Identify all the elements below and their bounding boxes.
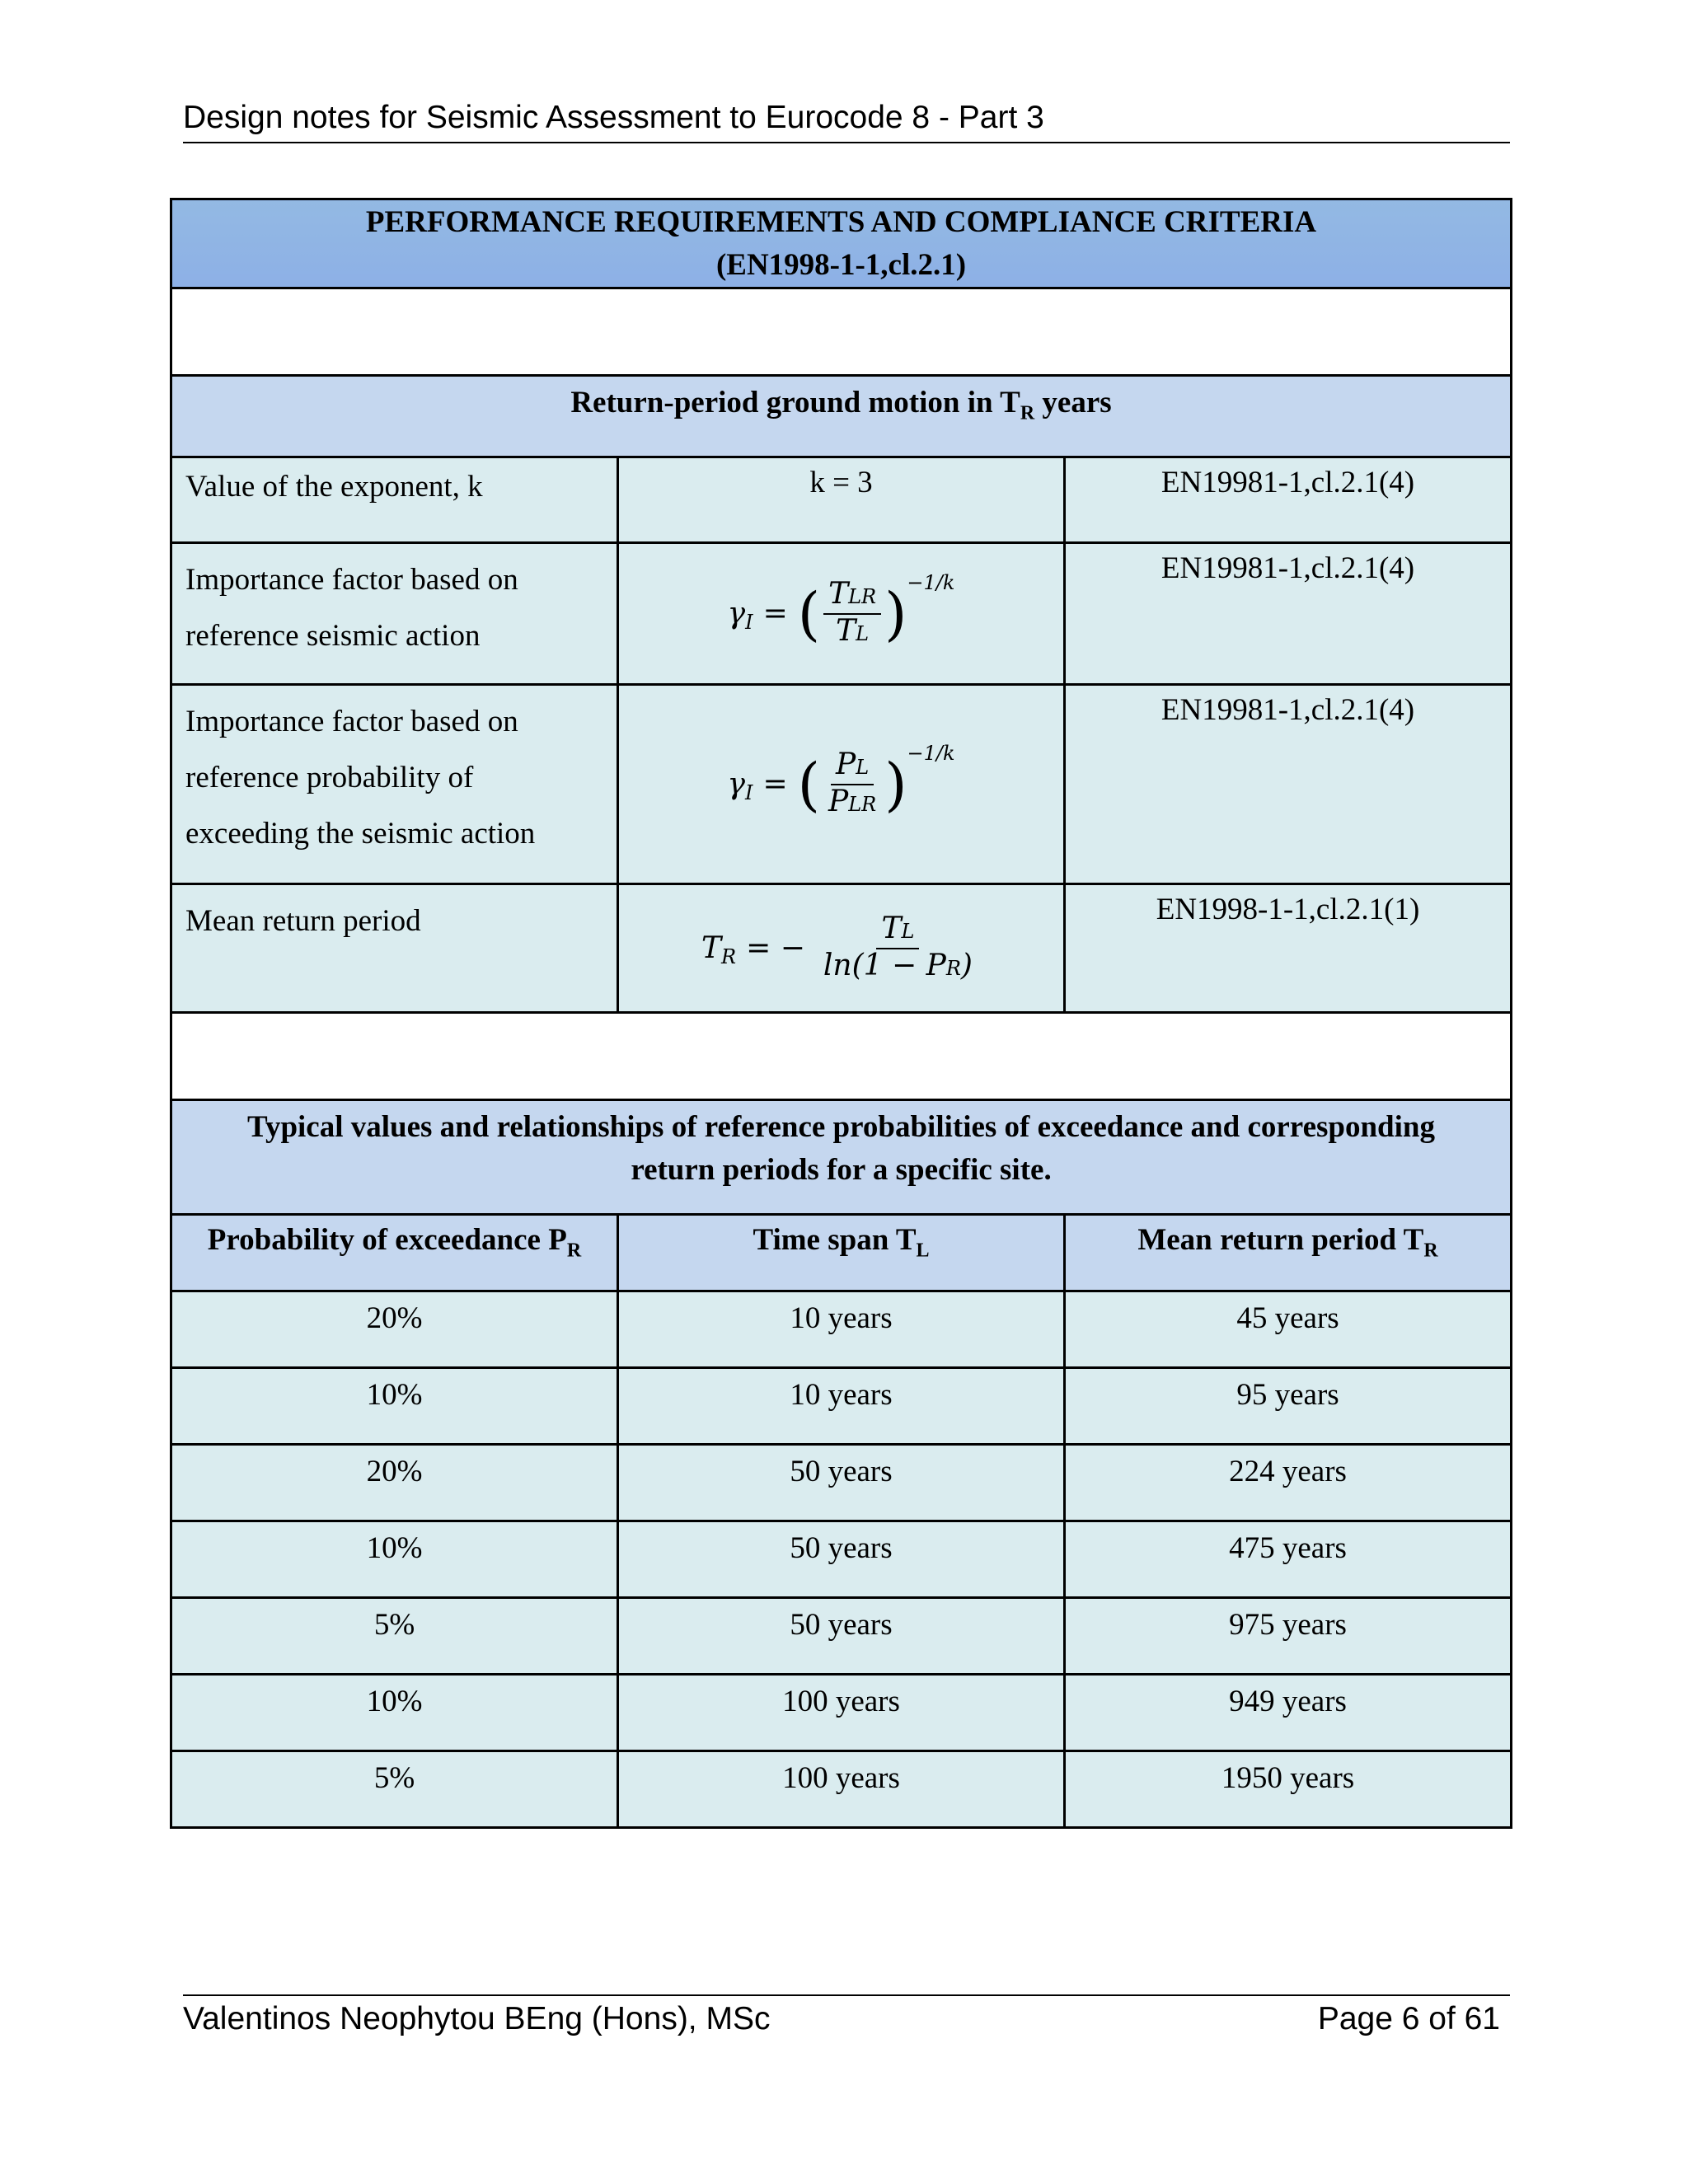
cell-time-span: 100 years [618, 1751, 1065, 1828]
column-header-sub: R [1423, 1240, 1438, 1262]
section1-heading-suffix: years [1034, 386, 1112, 419]
table-title-line2: (EN1998-1-1,cl.2.1) [715, 247, 967, 282]
left-paren: ( [797, 579, 821, 648]
cell-probability: 10% [171, 1675, 618, 1751]
cell-probability: 5% [171, 1598, 618, 1675]
cell-time-span: 10 years [618, 1291, 1065, 1368]
numerator-sub: LR [848, 584, 877, 608]
blank-row [171, 1013, 1512, 1100]
gamma-sub: I [745, 610, 753, 634]
fraction-denominator: T [836, 613, 856, 648]
cell-time-span: 100 years [618, 1675, 1065, 1751]
cell-probability: 10% [171, 1368, 618, 1445]
cell-time-span: 10 years [618, 1368, 1065, 1445]
page-header [183, 97, 1510, 143]
label-line: reference seismic action [185, 619, 481, 653]
column-header-mean-return [1065, 1215, 1512, 1291]
row-importance-probability-label [171, 685, 618, 884]
table-row [171, 1368, 1512, 1445]
gamma-symbol: γ [727, 767, 745, 801]
row-importance-action-ref: EN19981-1,cl.2.1(4) [1065, 543, 1512, 685]
row-mean-return-label: Mean return period [171, 884, 618, 1013]
row-mean-return-ref: EN1998-1-1,cl.2.1(1) [1065, 884, 1512, 1013]
cell-return-period: 949 years [1065, 1675, 1512, 1751]
row-exponent-ref: EN19981-1,cl.2.1(4) [1065, 457, 1512, 543]
row-exponent-value: k = 3 [618, 457, 1065, 543]
cell-time-span: 50 years [618, 1445, 1065, 1521]
numerator-sub: L [901, 919, 915, 943]
exponent: −1/k [907, 570, 955, 594]
label-line: Importance factor based on [185, 563, 518, 597]
fraction-numerator: T [828, 576, 849, 611]
row-importance-action-label [171, 543, 618, 685]
table-row [171, 1291, 1512, 1368]
fraction [818, 912, 978, 985]
table-row [171, 1521, 1512, 1598]
label-line: exceeding the seismic action [185, 817, 536, 851]
cell-return-period: 224 years [1065, 1445, 1512, 1521]
table-title [171, 199, 1512, 288]
gamma-sub: I [744, 780, 753, 804]
table-row [171, 1675, 1512, 1751]
row-exponent-label: Value of the exponent, k [171, 457, 618, 543]
formula-importance-probability [618, 685, 1065, 884]
tr-symbol: T [701, 931, 722, 965]
column-header-text: Probability of exceedance P [207, 1223, 567, 1257]
equals-sign: = [762, 597, 788, 630]
section1-heading-sub: R [1020, 402, 1035, 424]
column-header-text: Time span T [753, 1223, 917, 1257]
denominator-sub: R [945, 956, 961, 980]
right-paren: ) [884, 750, 907, 818]
tr-sub: R [721, 944, 737, 968]
fraction-numerator: T [881, 911, 902, 945]
label-line: Importance factor based on [185, 705, 518, 738]
section-heading-return-period [171, 376, 1512, 457]
section2-heading-line2: return periods for a specific site. [631, 1153, 1052, 1187]
cell-probability: 20% [171, 1445, 618, 1521]
cell-time-span: 50 years [618, 1521, 1065, 1598]
section-heading-typical-values [171, 1100, 1512, 1215]
cell-return-period: 45 years [1065, 1291, 1512, 1368]
column-header-probability [171, 1215, 618, 1291]
fraction [823, 578, 881, 650]
column-header-sub: L [916, 1240, 930, 1262]
cell-return-period: 95 years [1065, 1368, 1512, 1445]
cell-return-period: 475 years [1065, 1521, 1512, 1598]
column-header-time-span [618, 1215, 1065, 1291]
table-row [171, 1751, 1512, 1828]
exponent: −1/k [907, 741, 955, 765]
denominator-sub: LR [848, 792, 877, 816]
row-importance-probability-ref: EN19981-1,cl.2.1(4) [1065, 685, 1512, 884]
right-paren: ) [884, 579, 907, 648]
cell-probability: 10% [171, 1521, 618, 1598]
section2-heading-line1: Typical values and relationships of reference probabilities of exceedance and corresponding [247, 1110, 1435, 1144]
cell-time-span: 50 years [618, 1598, 1065, 1675]
denominator-suffix: ) [960, 948, 973, 982]
cell-return-period: 1950 years [1065, 1751, 1512, 1828]
blank-row [171, 288, 1512, 376]
denominator-sub: L [856, 621, 870, 645]
column-header-text: Mean return period T [1137, 1223, 1424, 1257]
cell-probability: 20% [171, 1291, 618, 1368]
performance-requirements-table [170, 198, 1512, 1829]
table-row [171, 1445, 1512, 1521]
table-row [171, 1598, 1512, 1675]
fraction-denominator: ln(1 − P [823, 948, 946, 982]
left-paren: ( [797, 750, 820, 818]
header-title: Design notes for Seismic Assessment to Eurocode 8 - Part 3 [183, 100, 1044, 135]
footer-page-number: Page 6 of 61 [1317, 2001, 1500, 2036]
equals-sign: = [762, 767, 788, 801]
label-line: reference probability of [185, 761, 474, 794]
numerator-sub: L [856, 755, 870, 779]
fraction-numerator: P [835, 747, 856, 781]
gamma-symbol: γ [727, 597, 746, 630]
equals-minus: = − [746, 931, 805, 965]
column-header-sub: R [566, 1240, 582, 1262]
formula-importance-action [618, 543, 1065, 685]
formula-mean-return [618, 884, 1065, 1013]
cell-return-period: 975 years [1065, 1598, 1512, 1675]
fraction-denominator: P [828, 784, 849, 818]
footer-author: Valentinos Neophytou BEng (Hons), MSc [183, 2001, 771, 2036]
page-footer [183, 1994, 1510, 2037]
table-title-line1: PERFORMANCE REQUIREMENTS AND COMPLIANCE CRITERIA [365, 204, 1317, 239]
cell-probability: 5% [171, 1751, 618, 1828]
fraction [823, 748, 881, 821]
section1-heading-text: Return-period ground motion in T [570, 386, 1020, 419]
